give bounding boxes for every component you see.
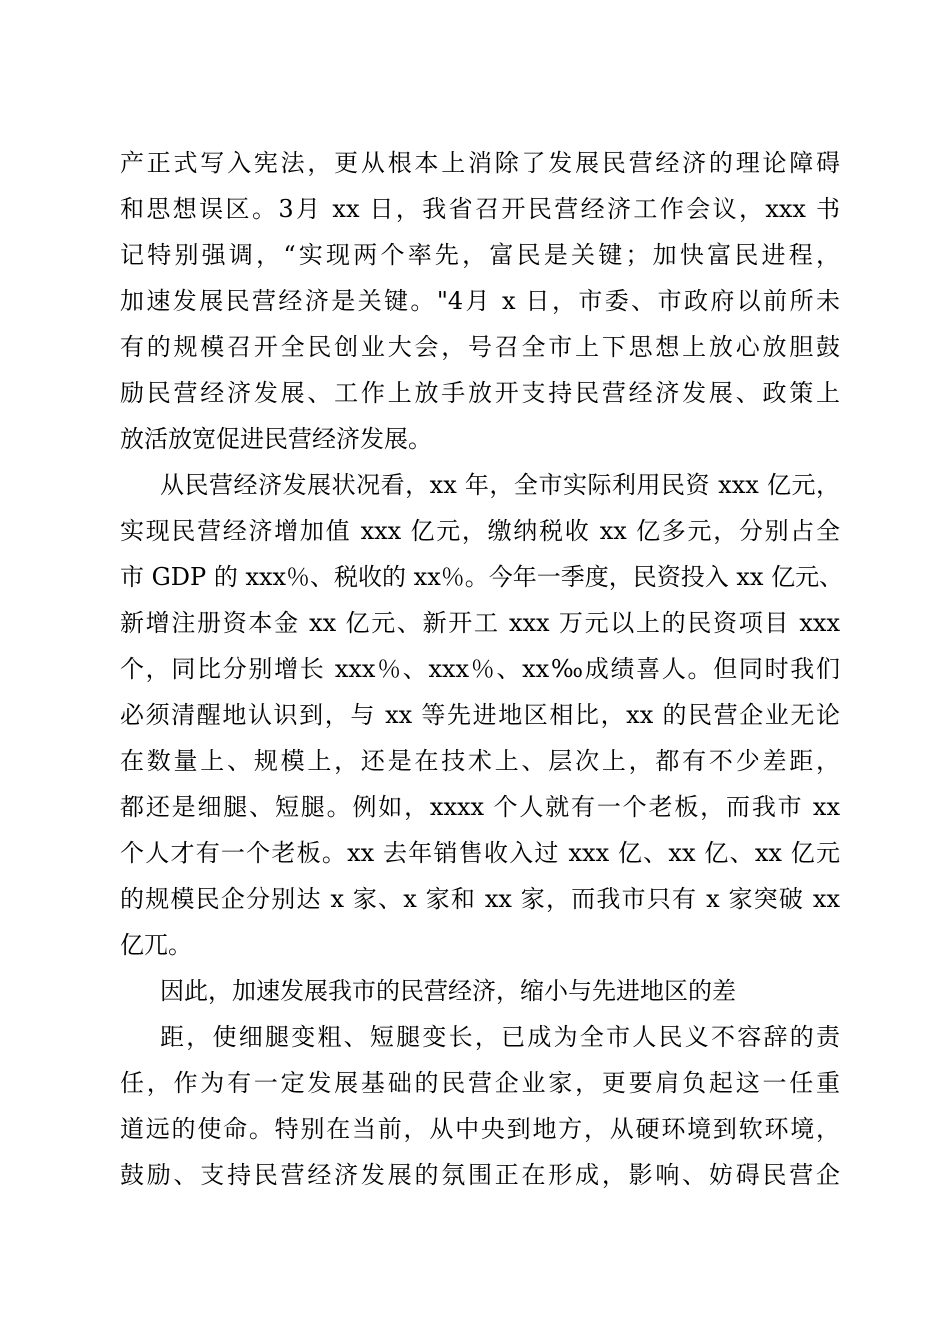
paragraph-2-line-4: 新增注册资本金 xx 亿元、新开工 xxx 万元以上的民资项目 xxx (120, 609, 840, 637)
paragraph-3-line-2: 距，使细腿变粗、短腿变长，已成为全市人民义不容辞的责 (160, 1023, 840, 1051)
paragraph-2-line-1: 从民营经济发展状况看，xx 年，全市实际利用民资 xxx 亿元， (160, 471, 840, 499)
paragraph-2-line-6: 必须清醒地认识到，与 xx 等先进地区相比，xx 的民营企业无论 (120, 701, 840, 729)
paragraph-2-line-10: 的规模民企分别达 x 家、x 家和 xx 家，而我市只有 x 家突破 xx (120, 885, 840, 913)
paragraph-1-line-6: 励民营经济发展、工作上放手放开支持民营经济发展、政策上 (120, 379, 840, 407)
paragraph-3-line-1: 因此，加速发展我市的民营经济，缩小与先进地区的差 (160, 977, 736, 1005)
paragraph-1-line-1: 产正式写入宪法，更从根本上消除了发展民营经济的理论障碍 (120, 149, 840, 177)
paragraph-2-line-9: 个人才有一个老板。xx 去年销售收入过 xxx 亿、xx 亿、xx 亿元 (120, 839, 840, 867)
paragraph-3-line-3: 任，作为有一定发展基础的民营企业家，更要肩负起这一任重 (120, 1069, 840, 1097)
paragraph-1-line-5: 有的规模召开全民创业大会，号召全市上下思想上放心放胆鼓 (120, 333, 840, 361)
paragraph-2-line-11: 亿兀。 (120, 931, 192, 959)
paragraph-1-line-2: 和思想误区。3月 xx 日，我省召开民营经济工作会议，xxx 书 (120, 195, 840, 223)
paragraph-1-line-4: 加速发展民营经济是关键。"4月 x 日，市委、市政府以前所未 (120, 287, 840, 315)
paragraph-2-line-3: 市 GDP 的 xxx％、税收的 xx％。今年一季度，民资投入 xx 亿元、 (120, 563, 844, 591)
paragraph-3-line-4: 道远的使命。特别在当前，从中央到地方，从硬环境到软环境， (120, 1115, 840, 1143)
paragraph-3-line-5: 鼓励、支持民营经济发展的氛围正在形成，影响、妨碍民营企 (120, 1161, 840, 1189)
paragraph-2-line-2: 实现民营经济增加值 xxx 亿元，缴纳税收 xx 亿多元，分别占全 (120, 517, 840, 545)
paragraph-1-line-3: 记特别强调，“实现两个率先，富民是关键；加快富民进程， (120, 241, 840, 269)
paragraph-2-line-7: 在数量上、规模上，还是在技术上、层次上，都有不少差距， (120, 747, 840, 775)
paragraph-2-line-5: 个，同比分别增长 xxx％、xxx％、xx‰成绩喜人。但同时我们 (120, 655, 840, 683)
paragraph-1-line-7: 放活放宽促进民营经济发展。 (120, 425, 432, 453)
paragraph-2-line-8: 都还是细腿、短腿。例如，xxxx 个人就有一个老板，而我市 xx (120, 793, 840, 821)
document-body (120, 140, 844, 1198)
